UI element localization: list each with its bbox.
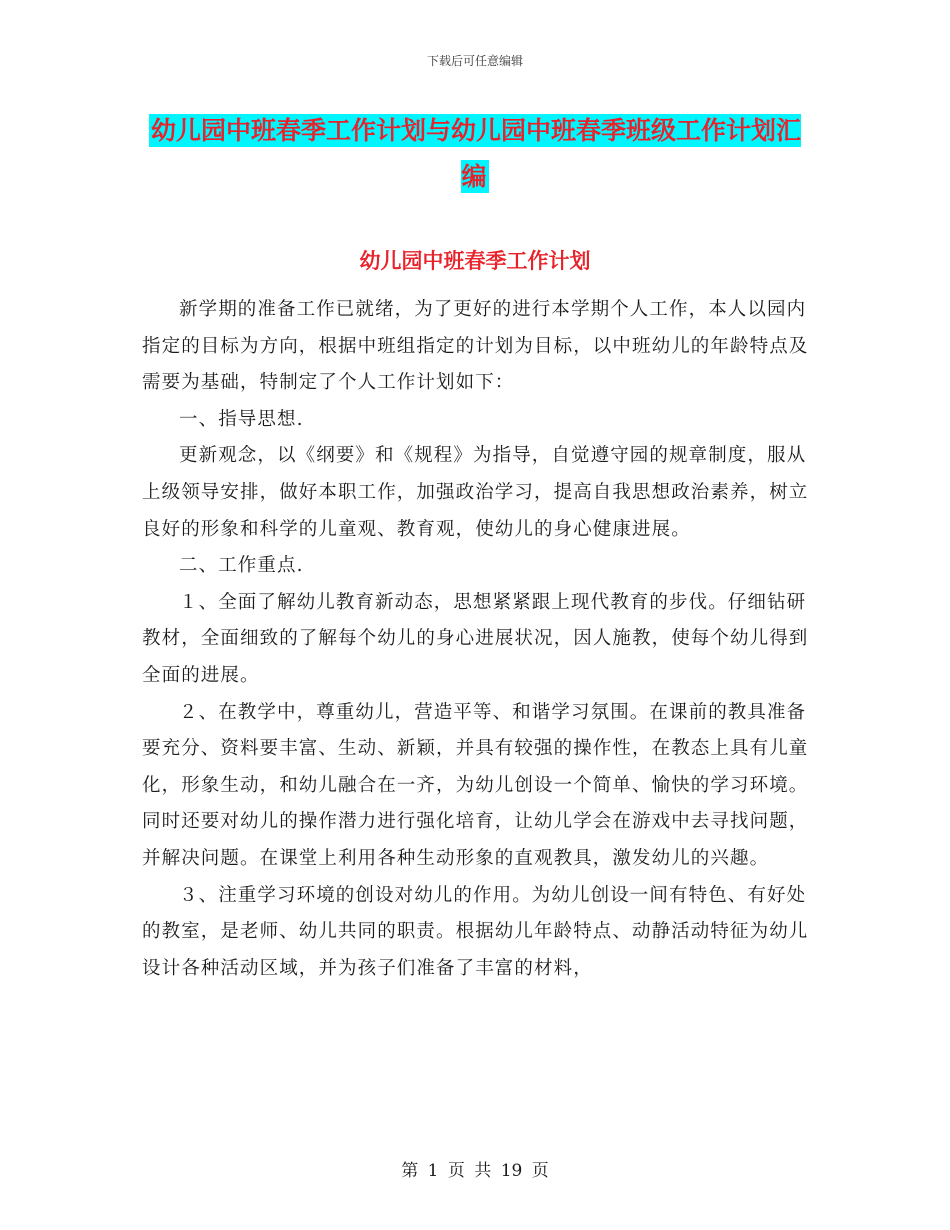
document-title <box>140 108 810 200</box>
page-footer: 第 1 页 共 19 页 <box>401 1161 549 1181</box>
document-title-text: 幼儿园中班春季工作计划与幼儿园中班春季班级工作计划汇编 <box>150 116 801 191</box>
heading-work-focus: 二、工作重点. <box>179 555 304 577</box>
paragraph-intro: 新学期的准备工作已就绪，为了更好的进行本学期个人工作，本人以园内指定的目标为方向，根据中班组指定的计划为目标，以中班幼儿的年龄特点及需要为基础，特制定了个人工作计划如下： <box>142 299 809 394</box>
paragraph-guiding-thought: 更新观念，以《纲要》和《规程》为指导，自觉遵守园的规章制度，服从上级领导安排，做好本职工作，加强政治学习，提高自我思想政治素养，树立良好的形象和科学的儿童观、教育观，使幼儿的身心健康进展。 <box>142 445 809 540</box>
paragraph-item-2: ２、在教学中，尊重幼儿，营造平等、和谐学习氛围。在课前的教具准备要充分、资料要丰富、生动、新颖，并具有较强的操作性，在教态上具有儿童化，形象生动，和幼儿融合在一齐，为幼儿创设一个简单、愉快的学习环境。同时还要对幼儿的操作潜力进行强化培育，让幼儿学会在游戏中去寻找问题，并解决问题。在课堂上利用各种生动形象的直观教具，激发幼儿的兴趣。 <box>142 701 809 869</box>
heading-guiding-thought: 一、指导思想. <box>179 408 304 430</box>
paragraph-item-1: １、全面了解幼儿教育新动态，思想紧紧跟上现代教育的步伐。仔细钻研教材，全面细致的了解每个幼儿的身心进展状况，因人施教，使每个幼儿得到全面的进展。 <box>142 591 809 686</box>
document-body <box>142 292 810 987</box>
paragraph-item-3: ３、注重学习环境的创设对幼儿的作用。为幼儿创设一间有特色、有好处的教室，是老师、幼儿共同的职责。根据幼儿年龄特点、动静活动特征为幼儿设计各种活动区域，并为孩子们准备了丰富的材料， <box>142 884 809 979</box>
section-title: 幼儿园中班春季工作计划 <box>359 249 591 273</box>
page-header: 下载后可任意编辑 <box>426 54 523 68</box>
